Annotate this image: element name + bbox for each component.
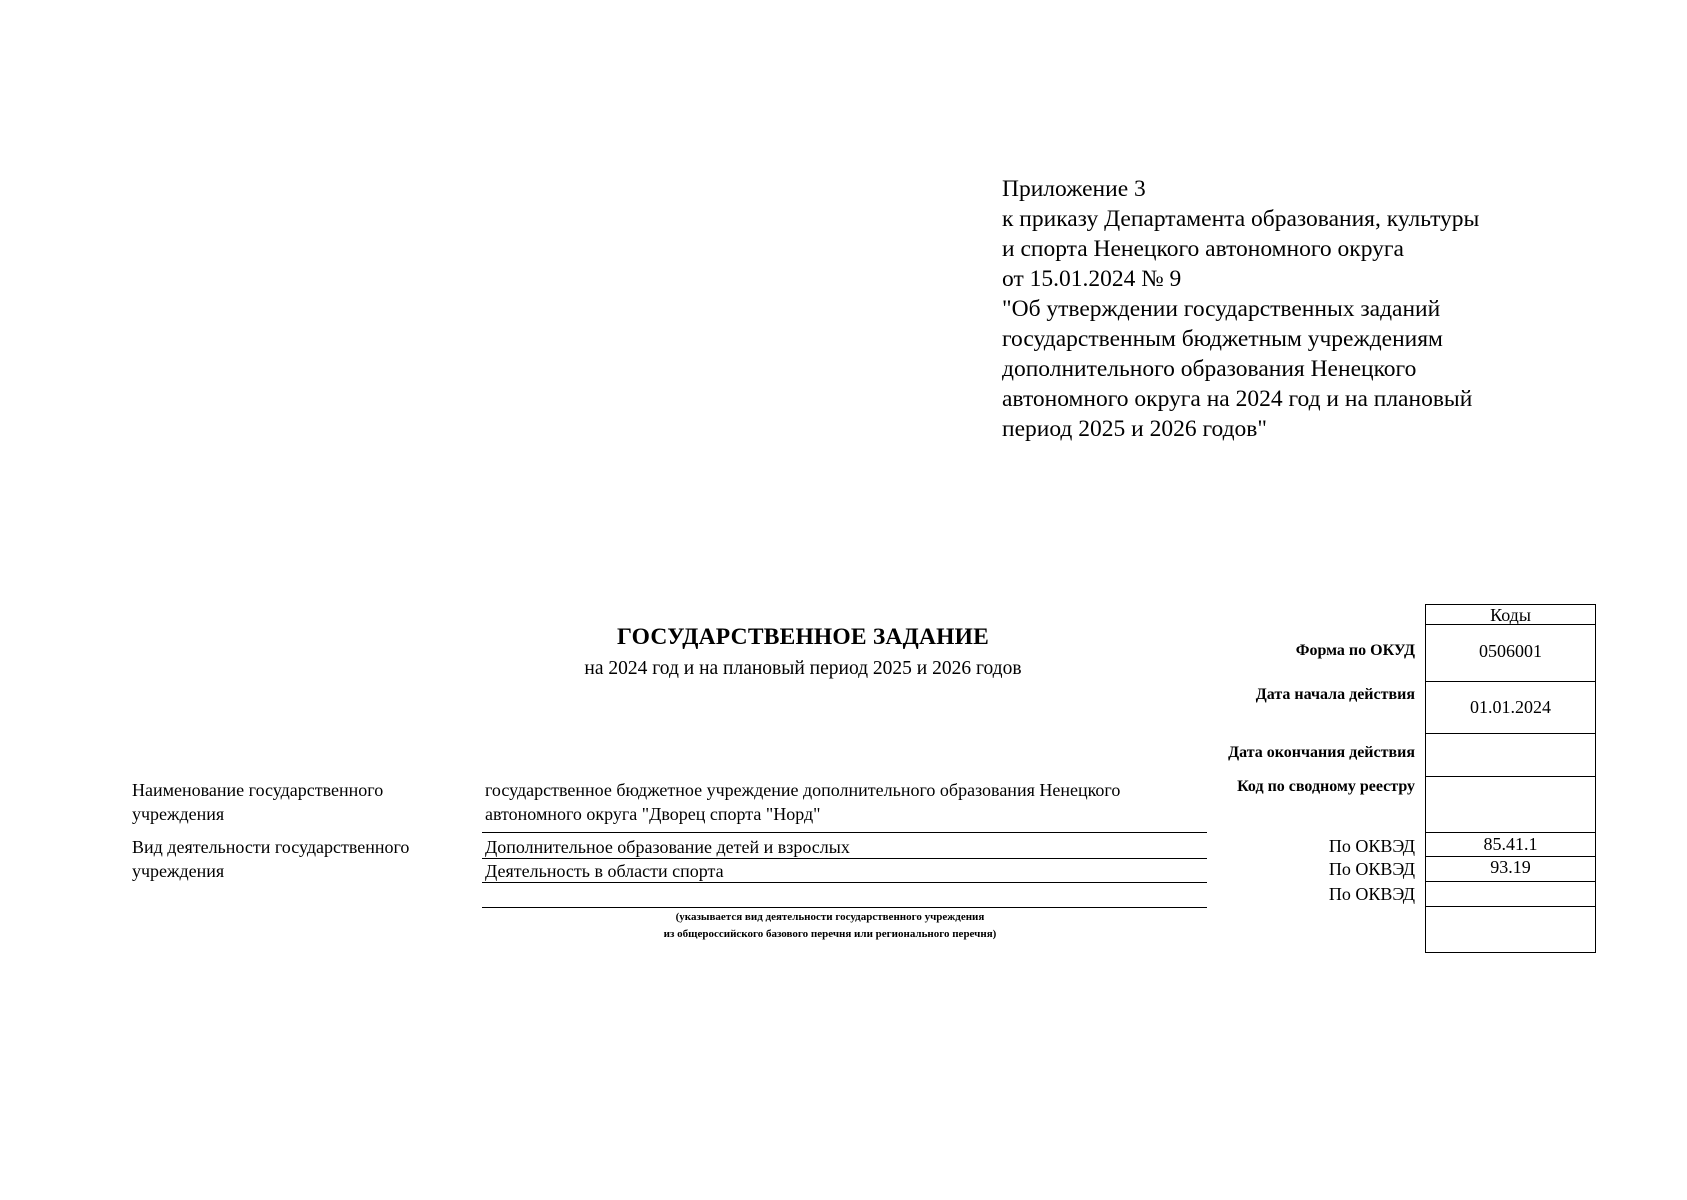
start-date-value: 01.01.2024 — [1470, 697, 1551, 717]
end-date-label: Дата окончания действия — [1228, 744, 1415, 761]
okved-value: 93.19 — [1490, 857, 1531, 877]
registry-code-label: Код по сводному реестру — [1237, 778, 1415, 795]
appendix-line: государственным бюджетным учреждениям — [1002, 326, 1443, 352]
codes-row-divider — [1426, 733, 1595, 734]
divider-line — [482, 907, 1207, 908]
appendix-line: Приложение 3 — [1002, 176, 1146, 202]
divider-line — [482, 832, 1207, 833]
appendix-line: период 2025 и 2026 годов" — [1002, 416, 1267, 442]
okved-label: По ОКВЭД — [1328, 836, 1415, 856]
okved-label: По ОКВЭД — [1328, 859, 1415, 879]
form-okud-label: Форма по ОКУД — [1295, 642, 1415, 659]
activity-item: Дополнительное образование детей и взрослых — [485, 837, 850, 857]
codes-row-divider — [1426, 681, 1595, 682]
document-title: ГОСУДАРСТВЕННОЕ ЗАДАНИЕ — [617, 624, 989, 650]
appendix-line: дополнительного образования Ненецкого — [1002, 356, 1417, 382]
start-date-label: Дата начала действия — [1255, 686, 1415, 703]
document-subtitle: на 2024 год и на плановый период 2025 и 2026 годов — [584, 658, 1022, 679]
institution-name-value: государственное бюджетное учреждение дополнительного образования Ненецкого автономного округа "Дворец спорта "Норд" — [485, 780, 1121, 824]
codes-row-divider — [1426, 906, 1595, 907]
appendix-line: от 15.01.2024 № 9 — [1002, 266, 1182, 292]
codes-row-divider — [1426, 776, 1595, 777]
form-okud-value: 0506001 — [1479, 641, 1542, 661]
appendix-line: "Об утверждении государственных заданий — [1002, 296, 1441, 322]
codes-row-divider — [1426, 881, 1595, 882]
institution-name-label: Наименование государственного учреждения — [132, 780, 384, 824]
codes-table — [1425, 604, 1596, 953]
codes-header: Коды — [1490, 605, 1531, 625]
activity-label: Вид деятельности государственного учреждения — [132, 837, 410, 881]
appendix-line: автономного округа на 2024 год и на плановый — [1002, 386, 1473, 412]
appendix-line: к приказу Департамента образования, культуры — [1002, 206, 1480, 232]
okved-label: По ОКВЭД — [1328, 884, 1415, 904]
activity-item: Деятельность в области спорта — [485, 861, 724, 881]
divider-line — [482, 882, 1207, 883]
activity-note: (указывается вид деятельности государственного учреждения из общероссийского базового перечня или регионального перечня) — [663, 911, 997, 940]
codes-row-divider — [1426, 624, 1595, 625]
okved-value: 85.41.1 — [1483, 834, 1538, 854]
appendix-block — [1002, 174, 1542, 444]
appendix-line: и спорта Ненецкого автономного округа — [1002, 236, 1404, 262]
